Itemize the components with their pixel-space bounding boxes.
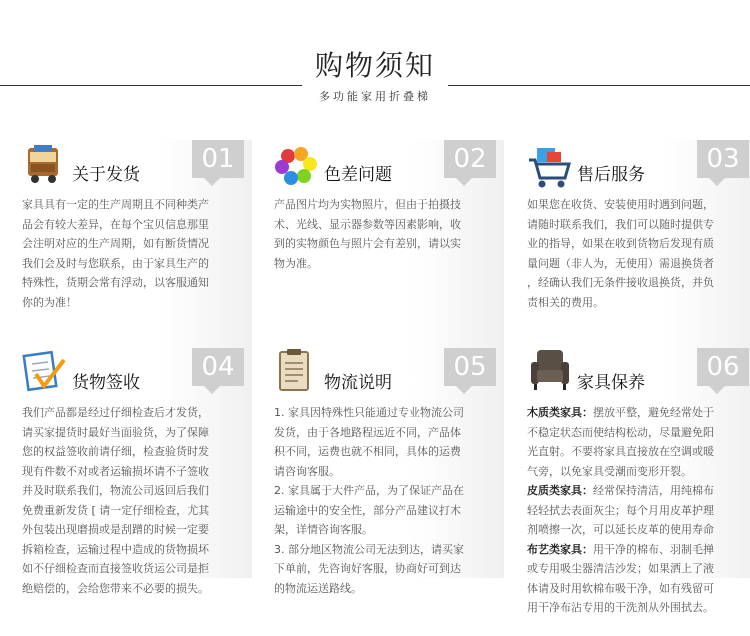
card-line: [527, 403, 749, 423]
line-text: 摆放平整，避免经常处于: [593, 406, 714, 419]
card-line: 现有件数不对或者运输损坏请不子签收: [22, 464, 209, 478]
card-line: 品会有较大差异，在每个宝贝信息那里: [22, 217, 209, 231]
line-text: 光直射。不要将家具直接放在空调或暖: [527, 445, 714, 458]
card-line: 如不仔细检查而直接签收货运公司是拒: [22, 562, 209, 575]
card-line: 拆箱检查，运输过程中造成的货物损坏: [22, 542, 209, 556]
page-header: [0, 0, 750, 110]
card-body: [527, 403, 749, 618]
line-text: 剂喷擦一次，可以延长皮革的使用寿命: [527, 523, 714, 536]
card-number-badge: 01: [192, 140, 244, 178]
color-wheel-icon: [274, 146, 320, 190]
card-line: [527, 520, 749, 540]
card-line: [527, 481, 749, 501]
card-line: 责相关的费用。: [527, 295, 604, 309]
clipboard-icon: [274, 348, 320, 392]
card-line: [527, 442, 749, 462]
card-line: 下单前，先咨询好客服，协商好可到达: [274, 562, 461, 575]
card-line: [527, 501, 749, 521]
card-line: 发货，由于各地路程远近不同，产品体: [274, 425, 461, 439]
card-title: 售后服务: [577, 165, 645, 185]
card-line: 请咨询客服。: [274, 464, 340, 478]
shopping-cart-icon: [527, 146, 573, 190]
card-line: 如果您在收货、安装使用时遇到问题，: [527, 198, 714, 211]
card-line: 物为准。: [274, 256, 318, 270]
card-maintenance: [527, 348, 750, 614]
card-title: 家具保养: [577, 373, 645, 393]
card-line: 外包装出现磨损或是刮蹭的时候一定要: [22, 523, 209, 536]
card-line: 请随时联系我们，我们可以随时提供专: [527, 217, 714, 231]
section-label: 木质类家具：: [527, 406, 593, 419]
line-text: 气旁，以免家具受潮而变形开裂。: [527, 464, 692, 478]
card-number-badge: 06: [697, 348, 749, 386]
card-line: 并及时联系我们，物流公司返回后我们: [22, 484, 209, 497]
line-text: 用干净的棉布、羽制毛掸: [593, 542, 714, 556]
line-text: 轻轻拭去表面灰尘；每个月用皮革护理: [527, 503, 714, 517]
card-line: [527, 559, 749, 579]
card-line: 产品图片均为实物照片，但由于拍摄技: [274, 198, 461, 211]
card-line: 运输途中的安全性，部分产品建议打木: [274, 503, 461, 517]
line-text: 体请及时用软棉布吸干净，如有残留可: [527, 581, 714, 595]
card-line: 会注明对应的生产周期，如有断货情况: [22, 237, 209, 250]
card-title: 色差问题: [324, 165, 392, 185]
armchair-icon: [527, 348, 573, 392]
page-subtitle: 多功能家用折叠梯: [319, 90, 431, 103]
card-body: [22, 403, 244, 598]
card-line: 我们产品都是经过仔细检查后才发货，: [22, 406, 209, 419]
card-line: 您的权益签收前请仔细，检查验货时发: [22, 445, 209, 458]
page-title: 购物须知: [314, 49, 435, 82]
card-shipping: [22, 140, 252, 370]
card-line: 我们会及时与您联系，由于家具生产的: [22, 256, 209, 270]
card-line: 量问题（非人为，无使用）需退换货者: [527, 256, 714, 270]
card-line: 3. 部分地区物流公司无法到达，请买家: [274, 542, 464, 556]
card-line: 业的指导，如果在收到货物后发现有质: [527, 237, 714, 250]
card-line: [527, 540, 749, 560]
card-line: 1. 家具因特殊性只能通过专业物流公司: [274, 406, 464, 419]
card-body: [22, 195, 244, 312]
card-line: 架，详情咨询客服。: [274, 523, 373, 536]
card-number-badge: 04: [192, 348, 244, 386]
card-line: [527, 462, 749, 482]
line-text: 不稳定状态而使结构松动，尽量避免阳: [527, 425, 714, 439]
card-color-difference: [274, 140, 504, 370]
card-line: 特殊性，货期会常有浮动，以客服通知: [22, 276, 209, 289]
card-line: 你的为准！: [22, 295, 77, 309]
card-line: 术、光线、显示器参数等因素影响，收: [274, 217, 461, 231]
line-text: 或专用吸尘器清洁沙发；如果洒上了液: [527, 562, 714, 575]
card-title: 货物签收: [72, 373, 140, 393]
card-line: 免费重新发货 [ 请一定仔细检查，尤其: [22, 503, 210, 517]
card-logistics: [274, 348, 504, 595]
truck-icon: [22, 144, 68, 188]
card-after-sales: [527, 140, 750, 370]
card-line: [527, 598, 749, 618]
card-number-badge: 02: [444, 140, 496, 178]
card-line: [527, 423, 749, 443]
card-title: 物流说明: [324, 373, 392, 393]
card-body: [274, 195, 496, 273]
card-line: 请买家提货时最好当面验货，为了保障: [22, 425, 209, 439]
card-line: 家具具有一定的生产周期且不同种类产: [22, 198, 209, 211]
card-line: 2. 家具属于大件产品，为了保证产品在: [274, 484, 464, 497]
card-body: [527, 195, 749, 312]
card-line: 的物流运送路线。: [274, 581, 362, 595]
card-title: 关于发货: [72, 165, 140, 185]
card-line: 积不同，运费也就不相同，具体的运费: [274, 445, 461, 458]
card-number-badge: 03: [697, 140, 749, 178]
checklist-icon: [22, 350, 68, 394]
card-body: [274, 403, 496, 598]
card-line: 到的实物颜色与照片会有差别，请以实: [274, 237, 461, 250]
card-number-badge: 05: [444, 348, 496, 386]
line-text: 用干净布沾专用的干洗剂从外围拭去。: [527, 601, 714, 614]
card-line: 绝赔偿的，会给您带来不必要的损失。: [22, 581, 209, 595]
card-receipt: [22, 348, 252, 595]
section-label: 皮质类家具：: [527, 484, 593, 497]
section-label: 布艺类家具：: [527, 542, 593, 556]
line-text: 经常保持清洁，用纯棉布: [593, 484, 714, 497]
card-line: ，经确认我们无条件接收退换货，并负: [527, 276, 714, 289]
card-line: [527, 579, 749, 599]
